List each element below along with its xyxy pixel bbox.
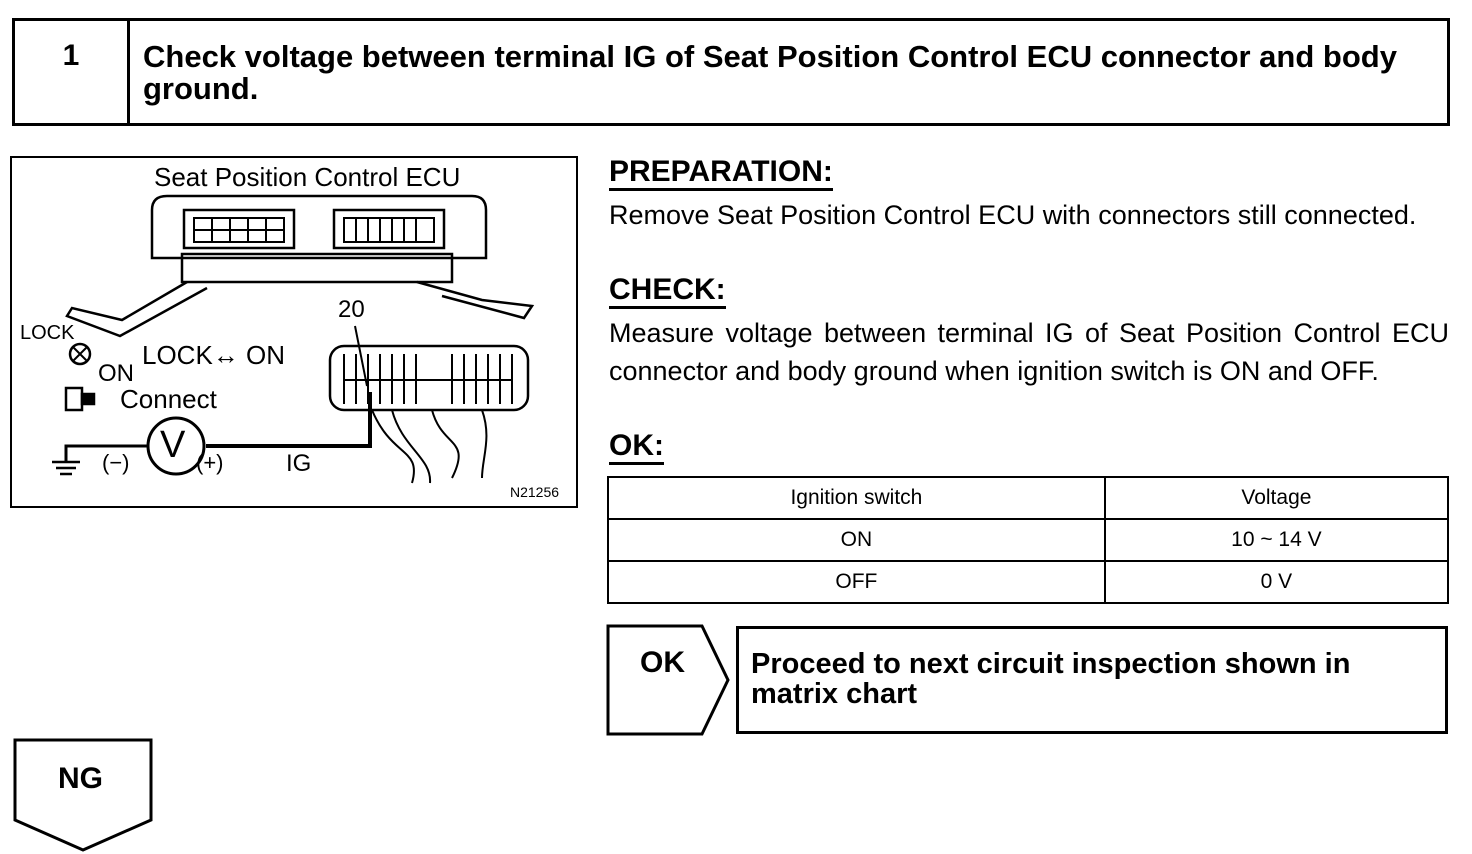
bracket-left [67,282,207,336]
ok-arrow-box [606,624,732,736]
step-header [12,18,1450,126]
wiring-diagram [10,156,578,508]
bracket-right [417,282,532,318]
check-heading: CHECK: [609,274,726,309]
table-cell: 0 V [1105,561,1448,603]
column-header-ignition-switch: Ignition switch [608,477,1105,519]
ecu-connector-left-grid [194,218,284,242]
connect-icon [66,388,82,410]
ok-result-box [736,626,1448,734]
lock-label: LOCK [20,322,75,344]
table-row [608,519,1448,561]
ok-flow-label: OK [640,646,685,679]
terminal-number-label: 20 [338,296,365,323]
ok-result-text: Proceed to next circuit inspection shown in matrix chart [751,648,1351,710]
ground-symbol-icon [52,462,80,474]
connect-label: Connect [120,384,217,414]
diagram-title: Seat Position Control ECU [154,162,461,192]
column-header-voltage: Voltage [1105,477,1448,519]
figure-code: N21256 [510,484,560,500]
wire-bundle [372,410,486,483]
step-divider [127,21,130,123]
switch-position-label: LOCK↔ ON [142,340,286,370]
harness-connector [330,346,528,410]
table-cell: ON [608,519,1105,561]
on-label: ON [98,360,134,387]
ecu-connector-right-grid [344,218,434,242]
voltmeter-symbol: V [160,424,186,466]
check-text: Measure voltage between terminal IG of Seat Position Control ECU connector and body ground when ignition switch is ON and OFF. [609,318,1449,386]
ok-heading: OK: [609,430,664,465]
ng-flow-label: NG [58,762,103,795]
step-title: Check voltage between terminal IG of Seat Position Control ECU connector and body ground. [143,39,1397,106]
plus-terminal-label: (+) [196,450,224,475]
ok-spec-table [607,476,1449,604]
table-cell: 10 ~ 14 V [1105,519,1448,561]
probe-wire [206,392,370,446]
minus-terminal-label: (−) [102,450,130,475]
table-header-row [608,477,1448,519]
ig-label: IG [286,450,312,477]
table-cell: OFF [608,561,1105,603]
preparation-text: Remove Seat Position Control ECU with connectors still connected. [609,200,1417,230]
step-number: 1 [62,39,80,72]
table-row [608,561,1448,603]
preparation-heading: PREPARATION: [609,156,833,191]
